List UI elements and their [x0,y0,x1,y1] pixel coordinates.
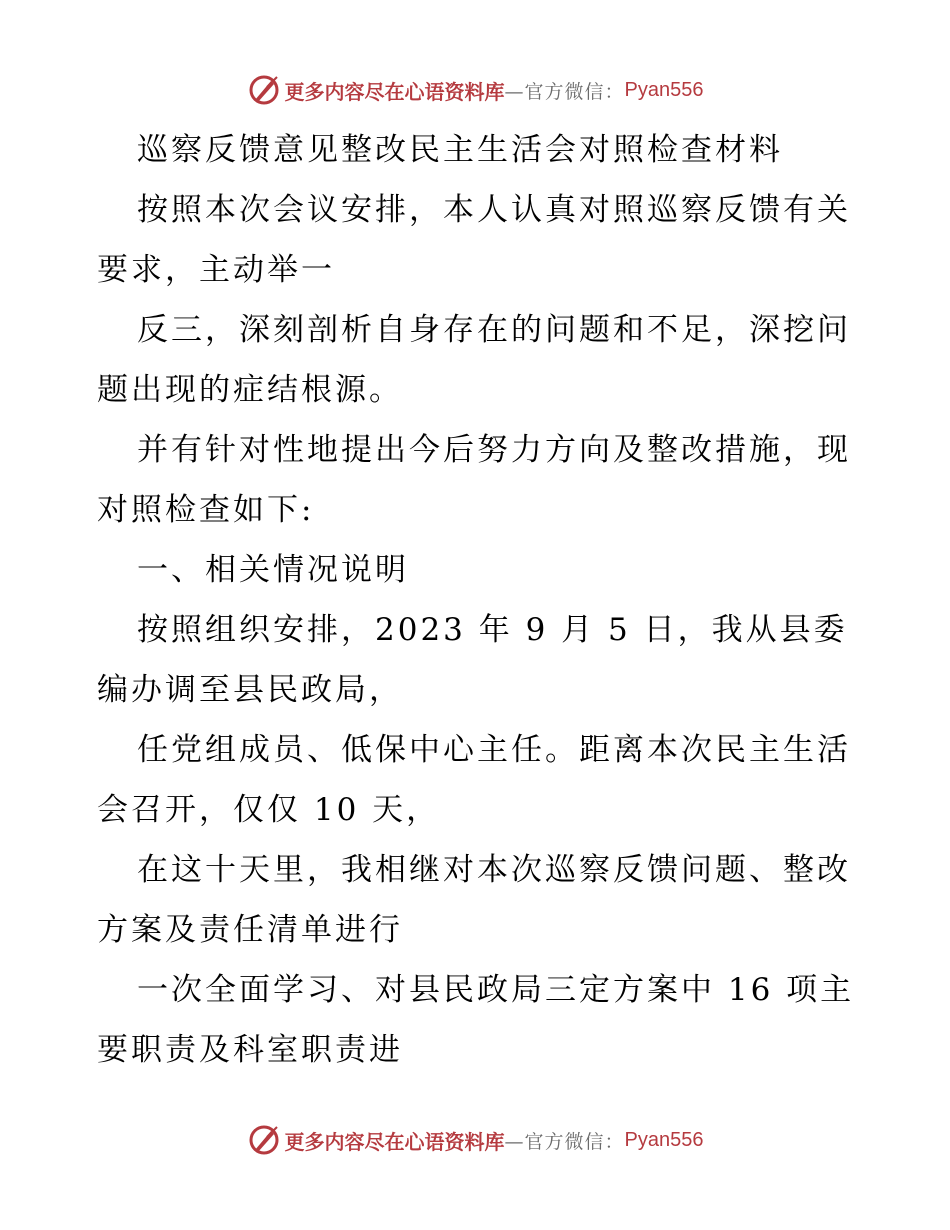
quill-pen-logo-icon [247,73,281,107]
paragraph: 并有针对性地提出今后努力方向及整改措施，现对照检查如下: [97,432,851,528]
paragraph: 任党组成员、低保中心主任。距离本次民主生活会召开，仅仅 10 天， [97,732,851,828]
paragraph: 按照本次会议安排，本人认真对照巡察反馈有关要求，主动举一 [97,192,851,288]
header-watermark [0,70,950,110]
watermark-main-text: 更多内容尽在心语资料库 [284,1129,505,1154]
watermark-main-text: 更多内容尽在心语资料库 [284,79,505,104]
paragraph: 按照组织安排，2023 年 9 月 5 日，我从县委编办调至县民政局， [97,612,848,708]
watermark-wechat-id: Pyan556 [624,78,704,101]
watermark-sub-text: —官方微信： [504,80,625,103]
document-body [97,120,857,1080]
watermark-sub-text: —官方微信： [504,1130,625,1153]
footer-watermark [0,1120,950,1160]
document-title: 巡察反馈意见整改民主生活会对照检查材料 [137,132,783,168]
watermark-wechat-id: Pyan556 [624,1128,704,1151]
paragraph: 一次全面学习、对县民政局三定方案中 16 项主要职责及科室职责进 [97,972,855,1068]
paragraph: 反三，深刻剖析自身存在的问题和不足，深挖问题出现的症结根源。 [97,312,851,408]
paragraph: 在这十天里，我相继对本次巡察反馈问题、整改方案及责任清单进行 [97,852,851,948]
section-heading: 一、相关情况说明 [137,552,409,588]
quill-pen-logo-icon [247,1123,281,1157]
